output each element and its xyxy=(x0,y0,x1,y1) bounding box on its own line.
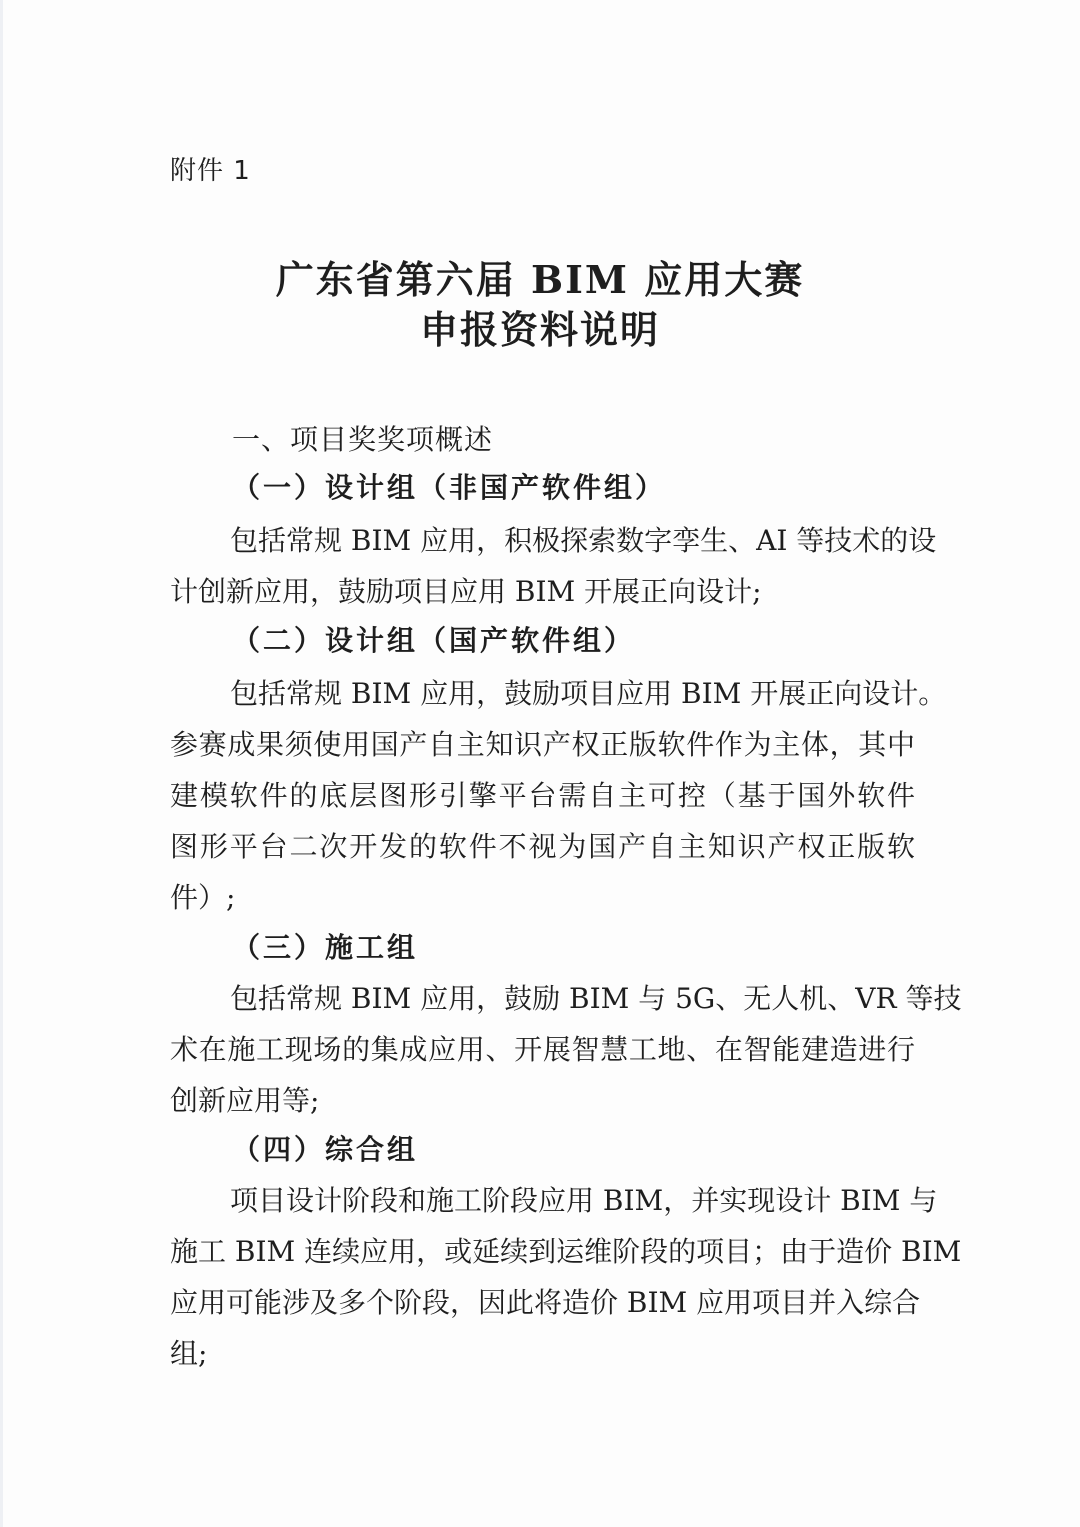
paragraph-line: 包括常规 BIM 应用，鼓励项目应用 BIM 开展正向设计。 xyxy=(230,677,947,710)
paragraph-line: 组; xyxy=(170,1337,208,1370)
paragraph-line: 建模软件的底层图形引擎平台需自主可控（基于国外软件 xyxy=(170,779,915,812)
paragraph-line: 施工 BIM 连续应用，或延续到运维阶段的项目；由于造价 BIM xyxy=(170,1235,962,1268)
paragraph-line: 项目设计阶段和施工阶段应用 BIM，并实现设计 BIM 与 xyxy=(230,1184,938,1217)
paragraph-line: 参赛成果须使用国产自主知识产权正版软件作为主体，其中 xyxy=(170,728,915,761)
paragraph-line: 图形平台二次开发的软件不视为国产自主知识产权正版软 xyxy=(170,830,915,863)
group-heading-comprehensive: （四）综合组 xyxy=(232,1133,419,1166)
scan-edge xyxy=(0,0,3,1527)
attachment-label: 附件 1 xyxy=(170,156,251,186)
paragraph-line: 创新应用等; xyxy=(170,1084,320,1117)
document-title-line-2: 申报资料说明 xyxy=(419,307,660,352)
paragraph-line: 包括常规 BIM 应用，积极探索数字孪生、AI 等技术的设 xyxy=(230,524,937,557)
document-title-line-1: 广东省第六届 BIM 应用大赛 xyxy=(275,257,805,302)
group-heading-design-domestic: （二）设计组（国产软件组） xyxy=(232,624,636,657)
paragraph-line: 包括常规 BIM 应用，鼓励 BIM 与 5G、无人机、VR 等技 xyxy=(230,982,962,1015)
paragraph-line: 件）; xyxy=(170,881,236,914)
paragraph-line: 计创新应用，鼓励项目应用 BIM 开展正向设计; xyxy=(170,575,762,608)
section-heading: 一、项目奖奖项概述 xyxy=(232,423,494,456)
group-heading-construction: （三）施工组 xyxy=(232,931,419,964)
paragraph-line: 应用可能涉及多个阶段，因此将造价 BIM 应用项目并入综合 xyxy=(170,1286,921,1319)
paragraph-line: 术在施工现场的集成应用、开展智慧工地、在智能建造进行 xyxy=(170,1033,915,1066)
group-heading-design-non-domestic: （一）设计组（非国产软件组） xyxy=(232,471,667,504)
